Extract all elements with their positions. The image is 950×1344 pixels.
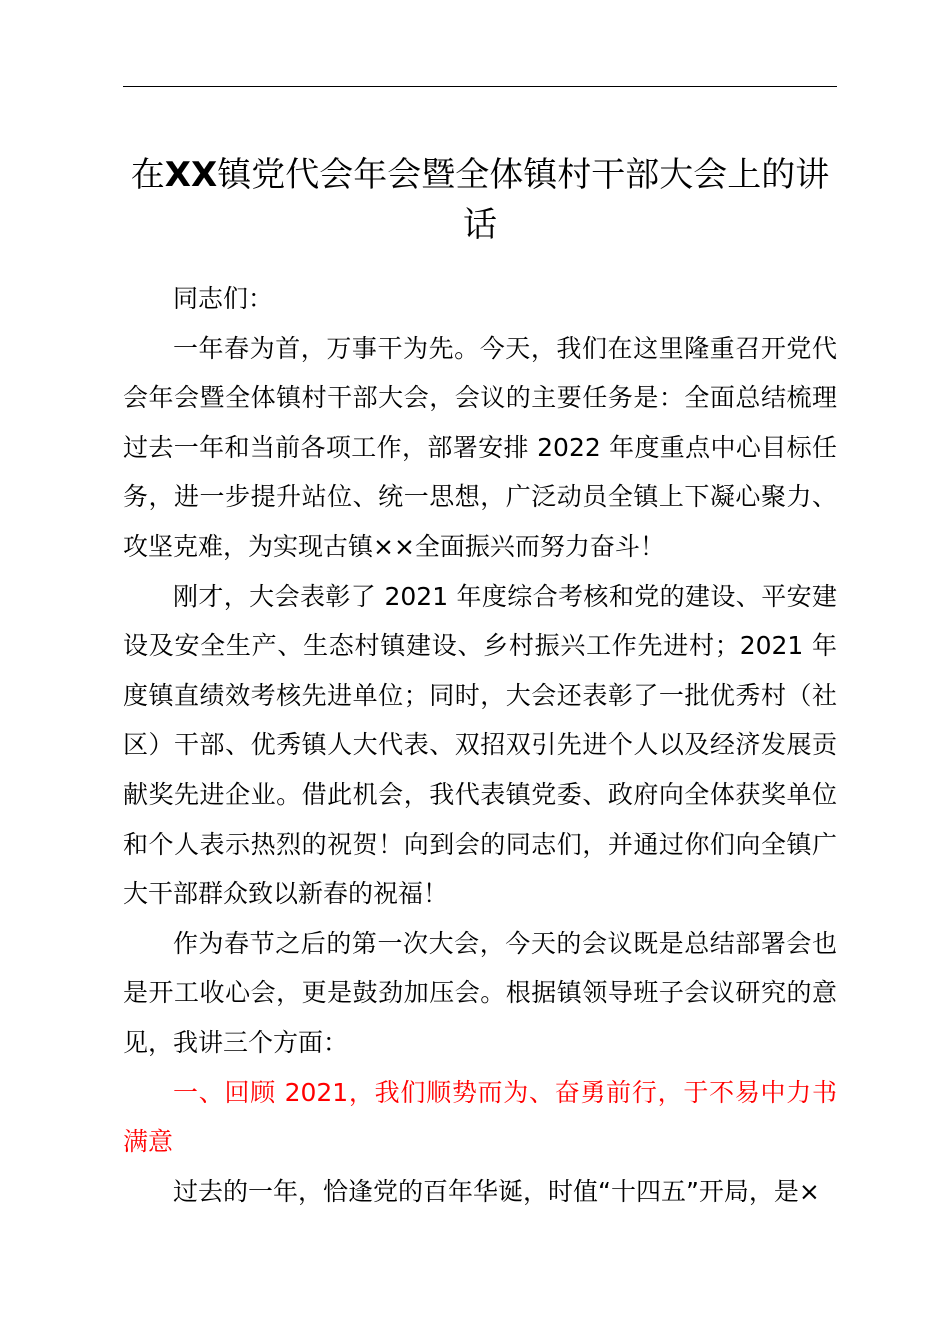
header-rule [123,86,837,87]
title-suffix: 镇党代会年会暨全体镇村干部大会上的讲话 [217,155,830,245]
document-body [123,274,837,1216]
document-title [123,150,837,250]
paragraph-commendation: 刚才，大会表彰了 2021 年度综合考核和党的建设、平安建设及安全生产、生态村镇建设、乡村振兴工作先进村；2021 年度镇直绩效考核先进单位；同时，大会还表彰了一批优秀村（社区）干部、优秀镇人大代表、双招双引先进个人以及经济发展贡献奖先进企业。借此机会，我代表镇党委、政府向全体获奖单位和个人表示热烈的祝贺！向到会的同志们，并通过你们向全镇广大干部群众致以新春的祝福！ [123,581,837,909]
paragraph-agenda: 作为春节之后的第一次大会，今天的会议既是总结部署会也是开工收心会，更是鼓劲加压会。根据镇领导班子会议研究的意见，我讲三个方面： [123,928,837,1057]
title-placeholder-xx: XX [164,155,218,195]
paragraph-opening: 一年春为首，万事干为先。今天，我们在这里隆重召开党代会年会暨全体镇村干部大会，会议的主要任务是：全面总结梳理过去一年和当前各项工作，部署安排 2022 年度重点中心目标任务，进一步提升站位、统一思想，广泛动员全镇上下凝心聚力、攻坚克难，为实现古镇××全面振兴而努力奋斗！ [123,333,837,561]
paragraph-past-year: 过去的一年，恰逢党的百年华诞，时值“十四五”开局，是× [173,1176,820,1206]
salutation: 同志们： [173,284,274,313]
section-heading-review-2021: 一、回顾 2021，我们顺势而为、奋勇前行，于不易中力书满意 [123,1077,837,1157]
title-prefix: 在 [130,155,165,195]
